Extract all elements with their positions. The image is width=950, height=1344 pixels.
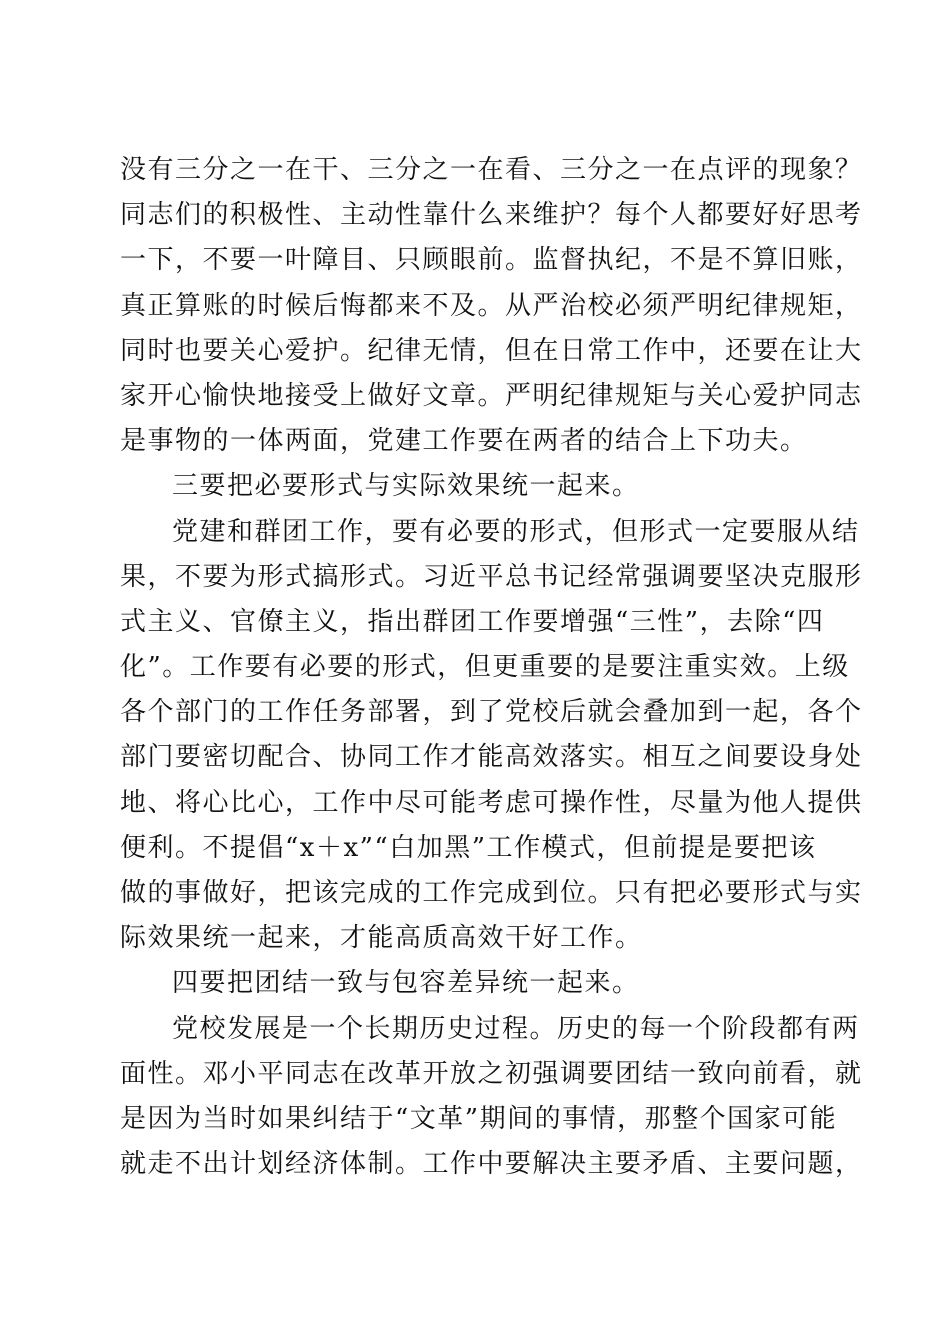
- text-line: 化”。工作要有必要的形式，但更重要的是要注重实效。上级: [120, 652, 850, 683]
- text-line: 真正算账的时候后悔都来不及。从严治校必须严明纪律规矩，: [120, 290, 863, 321]
- text-line: 没有三分之一在干、三分之一在看、三分之一在点评的现象？: [120, 155, 863, 185]
- text-line: 部门要密切配合、协同工作才能高效落实。相互之间要设身处: [120, 742, 863, 773]
- text-line: 党建和群团工作，要有必要的形式，但形式一定要服从结: [172, 516, 860, 547]
- text-line: 面性。邓小平同志在改革开放之初强调要团结一致向前看，就: [120, 1058, 863, 1089]
- section-heading: 三要把必要形式与实际效果统一起来。: [172, 471, 640, 502]
- text-line: 一下，不要一叶障目、只顾眼前。监督执纪，不是不算旧账，: [120, 245, 863, 276]
- text-line: 家开心愉快地接受上做好文章。严明纪律规矩与关心爱护同志: [120, 380, 863, 411]
- text-line: 就走不出计划经济体制。工作中要解决主要矛盾、主要问题，: [120, 1149, 863, 1180]
- text-line: 地、将心比心，工作中尽可能考虑可操作性，尽量为他人提供: [120, 787, 863, 818]
- text-line: 同志们的积极性、主动性靠什么来维护？每个人都要好好思考: [120, 200, 863, 231]
- text-line: 做的事做好，把该完成的工作完成到位。只有把必要形式与实: [120, 878, 863, 908]
- text-line: 同时也要关心爱护。纪律无情，但在日常工作中，还要在让大: [120, 335, 863, 366]
- text-line: 式主义、官僚主义，指出群团工作要增强“三性”，去除“四: [120, 606, 825, 637]
- section-heading: 四要把团结一致与包容差异统一起来。: [172, 968, 640, 999]
- text-line: 是事物的一体两面，党建工作要在两者的结合上下功夫。: [120, 426, 808, 457]
- text-line: 是因为当时如果纠结于“文革”期间的事情，那整个国家可能: [120, 1103, 838, 1134]
- text-line: 果，不要为形式搞形式。习近平总书记经常强调要坚决克服形: [120, 561, 863, 592]
- text-line: 党校发展是一个长期历史过程。历史的每一个阶段都有两: [172, 1013, 860, 1044]
- text-line: 际效果统一起来，才能高质高效干好工作。: [120, 923, 643, 954]
- document-body: [120, 148, 863, 1187]
- text-line: 各个部门的工作任务部署，到了党校后就会叠加到一起，各个: [120, 697, 863, 728]
- text-line: 便利。不提倡“x＋x”“白加黑”工作模式，但前提是要把该: [120, 832, 817, 863]
